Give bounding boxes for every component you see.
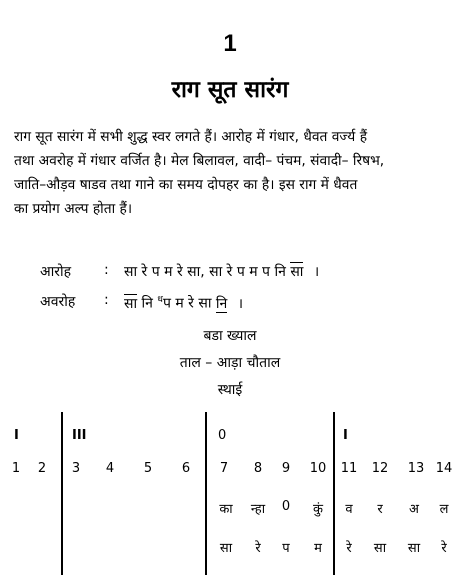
beat-number: 14 [435, 461, 453, 476]
beat-number: 12 [371, 461, 389, 476]
swar-note: प [282, 541, 290, 556]
raga-title: राग सूत सारंग [171, 77, 289, 103]
lyric-syllable: का [219, 502, 233, 517]
aroh-high-sa: सा [290, 264, 304, 280]
beat-number: 11 [340, 461, 358, 476]
aroh-notes [124, 262, 319, 281]
swar-note: सा [373, 541, 387, 556]
vibhag-divider [61, 412, 63, 575]
taal-name: ताल – आड़ा चौताल [179, 355, 281, 371]
avroh-kan-swar: ध [157, 295, 163, 305]
swar-note: सा [219, 541, 233, 556]
taal-mark-sam: I [14, 428, 19, 443]
avroh-ni: नि [141, 295, 153, 312]
lyric-syllable: व [345, 502, 353, 517]
section-name: स्थाई [217, 382, 243, 398]
swar-note: रे [346, 541, 352, 556]
aroh-end: । [313, 264, 320, 280]
vibhag-divider [333, 412, 335, 575]
beat-number: 9 [281, 461, 291, 476]
description-paragraph [14, 125, 454, 221]
beat-number: 2 [37, 461, 47, 476]
beat-number: 13 [407, 461, 425, 476]
lyric-syllable: र [377, 502, 383, 517]
description-line: जाति–औड़व षाडव तथा गाने का समय दोपहर का है। इस राग में धैवत [14, 177, 358, 193]
avroh-high-sa: सा [124, 295, 138, 312]
swar-note: सा [407, 541, 421, 556]
aroh-notes-text: सा रे प म रे सा, सा रे प म प नि [124, 264, 286, 280]
taal-mark-tali: III [72, 428, 87, 443]
beat-number: 3 [71, 461, 81, 476]
lyric-syllable: 0 [281, 499, 291, 514]
beat-number: 1 [11, 461, 21, 476]
lyric-syllable: न्हा [250, 502, 266, 517]
avroh-low-ni: नि [215, 295, 228, 312]
beat-number: 10 [309, 461, 327, 476]
beat-number: 5 [143, 461, 153, 476]
aroh-colon: : [104, 262, 109, 278]
beat-number: 8 [253, 461, 263, 476]
taal-mark-tali: I [343, 428, 348, 443]
chapter-number: 1 [223, 30, 237, 57]
composition-type: बडा ख्याल [203, 328, 257, 344]
lyric-syllable: अ [409, 502, 419, 517]
beat-number: 7 [219, 461, 229, 476]
aroh-label: आरोह [40, 264, 72, 280]
avroh-label: अवरोह [40, 294, 76, 310]
avroh-notes [124, 292, 243, 313]
description-line: तथा अवरोह में गंधार वर्जित है। मेल बिलावल, वादी– पंचम, संवादी– रिषभ, [14, 153, 385, 169]
avroh-colon: : [104, 292, 109, 308]
swar-note: म [314, 541, 322, 556]
swar-note: रे [255, 541, 261, 556]
description-line: का प्रयोग अल्प होता हैं। [14, 201, 133, 217]
avroh-end: । [237, 295, 244, 312]
beat-number: 4 [105, 461, 115, 476]
swar-note: रे [441, 541, 447, 556]
lyric-syllable: कुं [313, 502, 323, 517]
beat-number: 6 [181, 461, 191, 476]
avroh-notes-text: प म रे सा [162, 295, 212, 312]
vibhag-divider [205, 412, 207, 575]
lyric-syllable: ल [439, 502, 449, 517]
description-line: राग सूत सारंग में सभी शुद्ध स्वर लगते हैं। आरोह में गंधार, धैवत वर्ज्य हैं [14, 129, 368, 145]
taal-mark-khali: 0 [218, 428, 227, 443]
